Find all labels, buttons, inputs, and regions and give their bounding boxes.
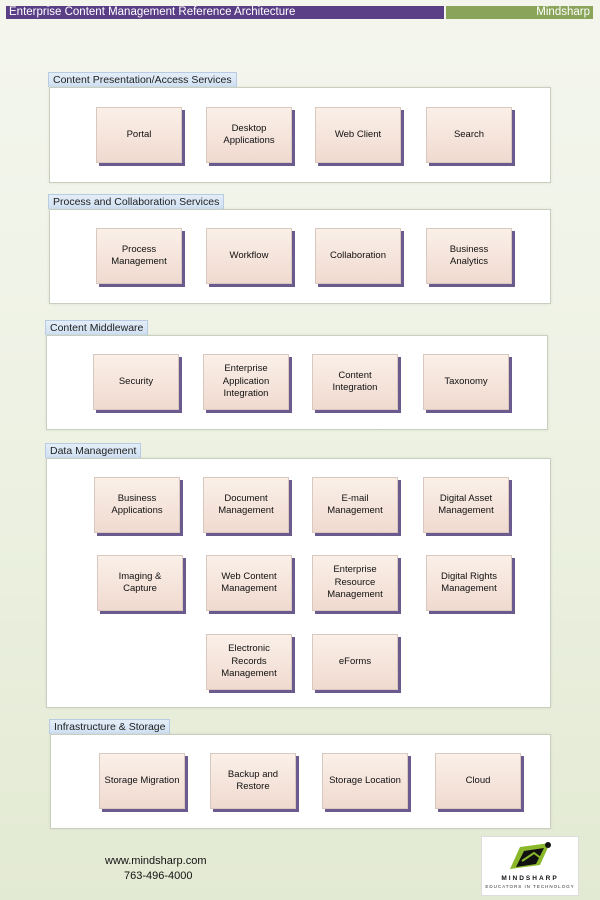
box-eforms: eForms [312,634,398,690]
logo-word: MINDSHARP [501,875,559,882]
brand-name: Mindsharp [446,6,593,19]
mindsharp-logo [481,836,579,896]
box-process-management: Process Management [96,228,182,284]
box-portal: Portal [96,107,182,163]
box-business-applications: Business Applications [94,477,180,533]
section-title: Content Presentation/Access Services [48,72,237,87]
box-cloud: Cloud [435,753,521,809]
box-content-integration: Content Integration [312,354,398,410]
box-imaging-capture: Imaging & Capture [97,555,183,611]
box-storage-location: Storage Location [322,753,408,809]
box-backup-and-restore: Backup and Restore [210,753,296,809]
box-email-management: E-mail Management [312,477,398,533]
page-title: Enterprise Content Management Reference Architecture [6,6,444,19]
box-digital-rights-management: Digital Rights Management [426,555,512,611]
section-title: Content Middleware [45,320,148,335]
box-web-client: Web Client [315,107,401,163]
footer-website[interactable]: www.mindsharp.com [105,855,207,867]
footer-phone: 763-496-4000 [124,870,193,882]
section-title: Process and Collaboration Services [48,194,224,209]
box-taxonomy: Taxonomy [423,354,509,410]
box-web-content-management: Web Content Management [206,555,292,611]
logo-mark-icon [482,837,578,877]
box-security: Security [93,354,179,410]
section-title: Infrastructure & Storage [49,719,170,734]
logo-tagline: EDUCATORS IN TECHNOLOGY [485,884,575,889]
box-search: Search [426,107,512,163]
box-digital-asset-management: Digital Asset Management [423,477,509,533]
box-collaboration: Collaboration [315,228,401,284]
box-workflow: Workflow [206,228,292,284]
box-electronic-records-management: Electronic Records Management [206,634,292,690]
header-bar [6,6,593,19]
section-title: Data Management [45,443,141,458]
box-document-management: Document Management [203,477,289,533]
box-enterprise-resource-management: Enterprise Resource Management [312,555,398,611]
box-enterprise-application-integration: Enterprise Application Integration [203,354,289,410]
box-desktop-applications: Desktop Applications [206,107,292,163]
box-business-analytics: Business Analytics [426,228,512,284]
box-storage-migration: Storage Migration [99,753,185,809]
